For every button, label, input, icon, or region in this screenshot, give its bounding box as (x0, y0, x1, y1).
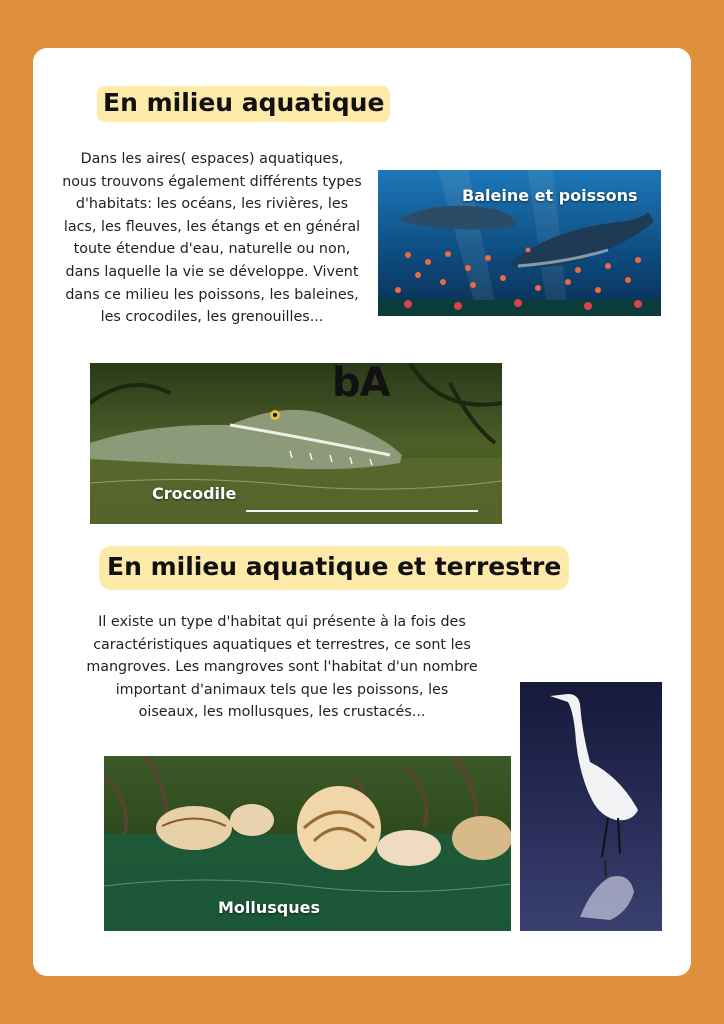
heading-aquatic: En milieu aquatique (97, 86, 390, 122)
paragraph-aquatic: Dans les aires( espaces) aquatiques, nous trouvons également différents types d'habitats: les océans, les rivières, les lacs, les fleuves, les étangs et en général toute étendue d'eau, naturelle ou non, dans laquelle la vie se développe. Vivent dans ce milieu les poissons, les baleines, les crocodiles, les grenouilles... (62, 151, 362, 326)
heading-aquatic-terrestrial: En milieu aquatique et terrestre (99, 546, 569, 590)
paragraph-mangroves: Il existe un type d'habitat qui présente à la fois des caractéristiques aquatiques et terrestres, ce sont les mangroves. Les mangroves sont l'habitat d'un nombre important d'animaux tels que les poissons, les oiseaux, les mollusques, les crustacés... (86, 614, 478, 721)
egret-image (520, 682, 662, 931)
overlay-letters: bA (332, 360, 390, 406)
crocodile-caption: Crocodile (152, 484, 237, 503)
caption-underline (246, 510, 478, 512)
whale-caption: Baleine et poissons (462, 186, 638, 205)
mollusc-caption: Mollusques (218, 898, 321, 917)
